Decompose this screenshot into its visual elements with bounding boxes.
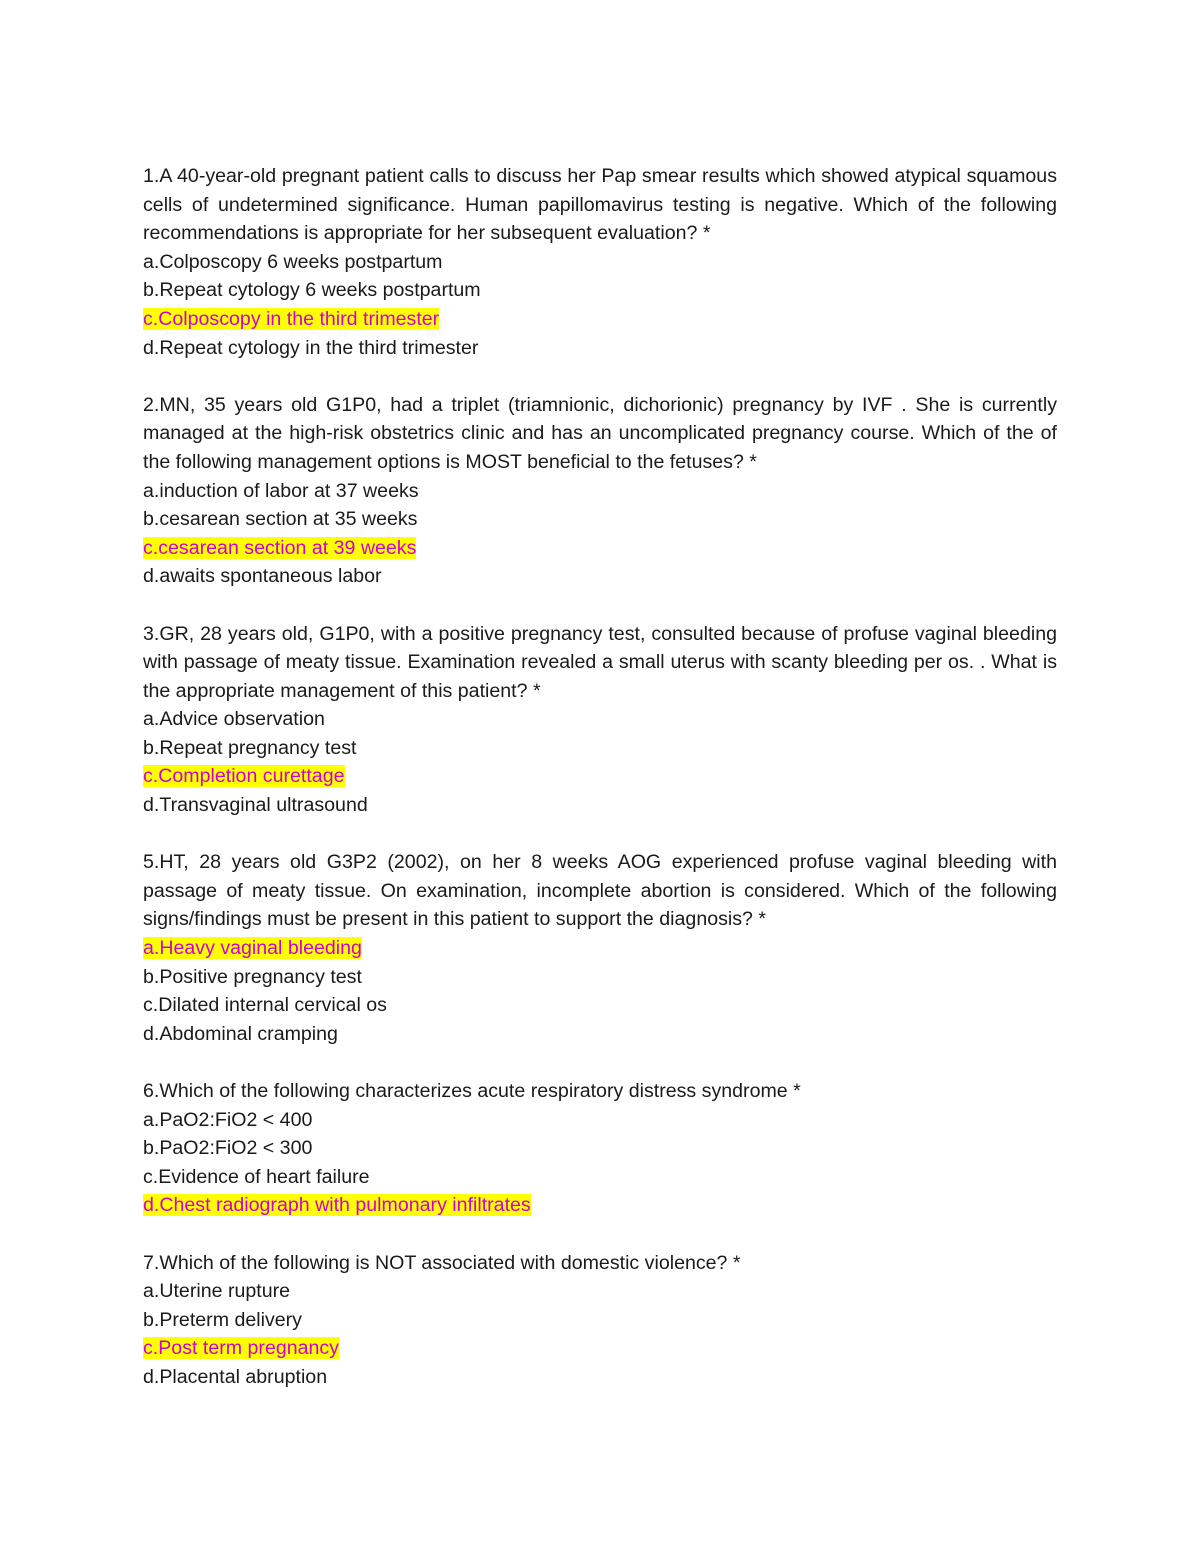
answer-option-text: d.Abdominal cramping — [143, 1022, 338, 1045]
answer-option-text: a.Heavy vaginal bleeding — [143, 937, 362, 960]
answer-option-text: a.induction of labor at 37 weeks — [143, 479, 419, 502]
answer-option — [143, 963, 1057, 992]
answer-option — [143, 477, 1057, 506]
answer-option-text: d.Placental abruption — [143, 1365, 328, 1388]
answer-option — [143, 705, 1057, 734]
answer-option-text: b.Repeat cytology 6 weeks postpartum — [143, 279, 481, 302]
answer-option-text: d.Repeat cytology in the third trimester — [143, 336, 479, 359]
answer-option — [143, 276, 1057, 305]
question-block — [143, 620, 1057, 820]
question-stem: 5.HT, 28 years old G3P2 (2002), on her 8 weeks AOG experienced profuse vaginal bleeding with passage of meaty tissue. On examination, incomplete abortion is considered. Which of the following signs/findings must be present in this patient to support the diagnosis? * — [143, 851, 1057, 931]
answer-option-highlighted — [143, 934, 1057, 963]
question-list — [143, 162, 1057, 1420]
answer-option — [143, 562, 1057, 591]
question-block — [143, 162, 1057, 362]
answer-option-text: d.awaits spontaneous labor — [143, 565, 382, 588]
answer-option — [143, 1277, 1057, 1306]
answer-option-text: b.Positive pregnancy test — [143, 965, 362, 988]
answer-option-text: a.Uterine rupture — [143, 1280, 291, 1303]
answer-option — [143, 1363, 1057, 1392]
answer-option-text: c.Post term pregnancy — [143, 1337, 340, 1360]
answer-option-text: c.Colposcopy in the third trimester — [143, 307, 440, 330]
question-stem: 1.A 40-year-old pregnant patient calls to discuss her Pap smear results which showed atypical squamous cells of undetermined significance. Human papillomavirus testing is negative. Which of the following recommendations is appropriate for her subsequent evaluation? * — [143, 165, 1057, 245]
answer-option-highlighted — [143, 305, 1057, 334]
answer-option — [143, 1134, 1057, 1163]
question-stem: 2.MN, 35 years old G1P0, had a triplet (triamnionic, dichorionic) pregnancy by IVF . She is currently managed at the high-risk obstetrics clinic and has an uncomplicated pregnancy course. Which of the of the following management options is MOST beneficial to the fetuses? * — [143, 393, 1057, 473]
answer-options — [143, 477, 1057, 591]
answer-options — [143, 248, 1057, 362]
answer-option — [143, 1106, 1057, 1135]
answer-options — [143, 934, 1057, 1048]
answer-option — [143, 1163, 1057, 1192]
answer-option — [143, 505, 1057, 534]
question-block — [143, 848, 1057, 1048]
question-block — [143, 1077, 1057, 1220]
answer-option — [143, 248, 1057, 277]
answer-options — [143, 1277, 1057, 1391]
answer-option-text: b.Preterm delivery — [143, 1308, 302, 1331]
answer-option-text: c.Evidence of heart failure — [143, 1165, 370, 1188]
question-block — [143, 391, 1057, 591]
answer-option — [143, 734, 1057, 763]
answer-option-text: d.Chest radiograph with pulmonary infiltrates — [143, 1194, 531, 1217]
answer-option-highlighted — [143, 1191, 1057, 1220]
answer-option-text: c.cesarean section at 39 weeks — [143, 536, 417, 559]
question-stem: 7.Which of the following is NOT associated with domestic violence? * — [143, 1251, 741, 1274]
answer-option — [143, 334, 1057, 363]
answer-option-highlighted — [143, 1334, 1057, 1363]
answer-option-text: c.Dilated internal cervical os — [143, 994, 387, 1017]
answer-option — [143, 1306, 1057, 1335]
answer-option-text: b.cesarean section at 35 weeks — [143, 508, 418, 531]
answer-option-text: a.PaO2:FiO2 < 400 — [143, 1108, 313, 1131]
answer-option-text: a.Advice observation — [143, 708, 325, 731]
answer-option-text: c.Completion curettage — [143, 765, 345, 788]
question-stem: 6.Which of the following characterizes acute respiratory distress syndrome * — [143, 1080, 801, 1102]
answer-option-highlighted — [143, 534, 1057, 563]
answer-options — [143, 1106, 1057, 1220]
question-block — [143, 1249, 1057, 1392]
answer-options — [143, 705, 1057, 819]
answer-option-text: d.Transvaginal ultrasound — [143, 794, 368, 817]
answer-option-text: b.Repeat pregnancy test — [143, 736, 357, 759]
answer-option-text: b.PaO2:FiO2 < 300 — [143, 1137, 313, 1160]
answer-option — [143, 791, 1057, 820]
answer-option-text: a.Colposcopy 6 weeks postpartum — [143, 250, 443, 273]
answer-option — [143, 991, 1057, 1020]
question-stem: 3.GR, 28 years old, G1P0, with a positive pregnancy test, consulted because of profuse vaginal bleeding with passage of meaty tissue. Examination revealed a small uterus with scanty bleeding per os. . What is the appropriate management of this patient? * — [143, 622, 1057, 702]
answer-option-highlighted — [143, 762, 1057, 791]
answer-option — [143, 1020, 1057, 1049]
